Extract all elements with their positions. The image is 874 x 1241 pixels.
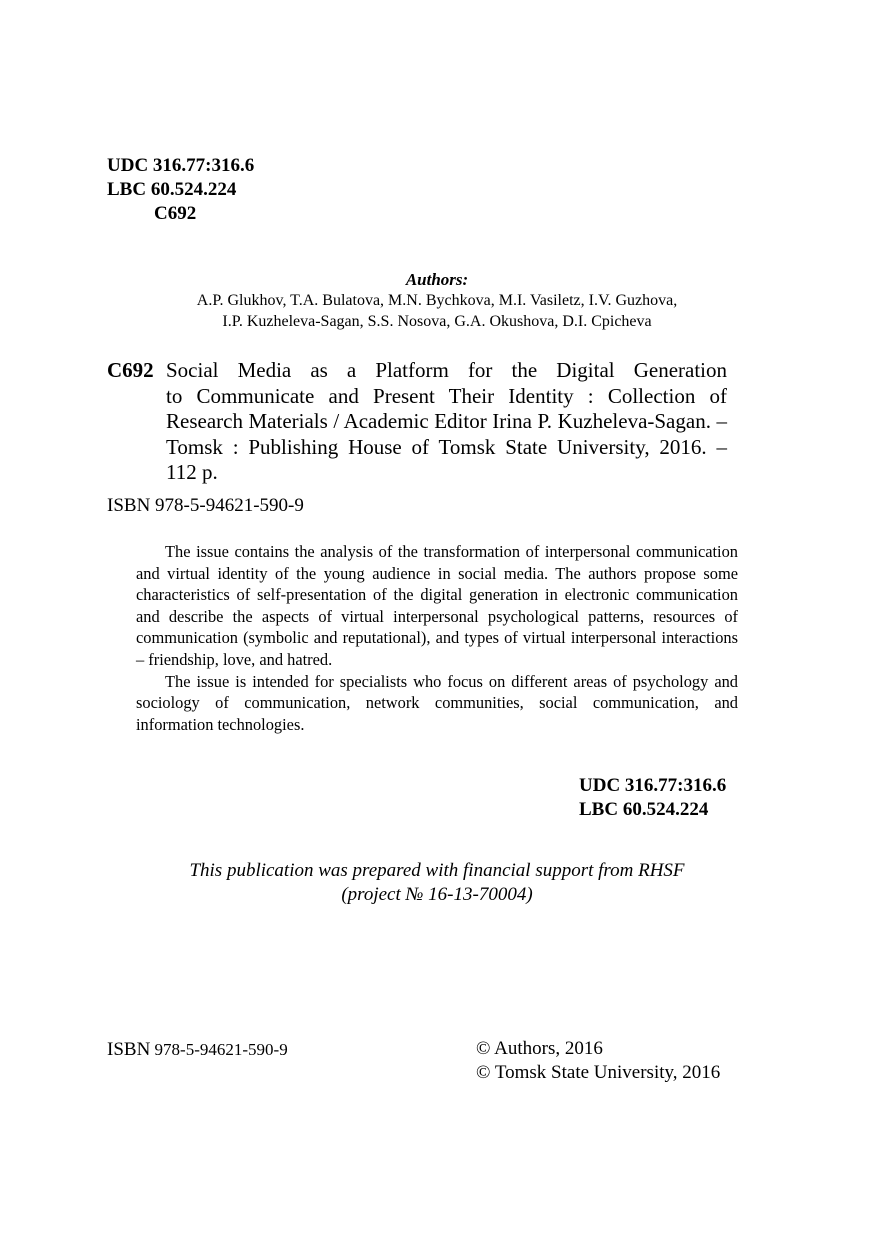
classification-block-bottom <box>579 774 726 822</box>
isbn-top: ISBN 978-5-94621-590-9 <box>107 495 304 516</box>
authors-line: I.P. Kuzheleva-Sagan, S.S. Nosova, G.A. Okushova, D.I. Cpicheva <box>222 313 652 330</box>
abstract-paragraph: The issue contains the analysis of the transformation of interpersonal communication and virtual identity of the young audience in social media. The authors propose some characteristics of self-presentation of the digital generation in electronic communication and describe the aspects of virtual interpersonal psychological patterns, resources of communication (symbolic and reputational), and types of virtual interpersonal interactions – friendship, love, and hatred. <box>136 542 738 669</box>
authors-block <box>100 269 774 332</box>
isbn-label: ISBN <box>107 1039 151 1060</box>
classification-block-top <box>107 154 254 226</box>
abstract <box>136 541 738 735</box>
isbn-bottom <box>107 1038 288 1062</box>
entry-line: Tomsk : Publishing House of Tomsk State University, 2016. – <box>166 434 727 459</box>
entry-line: 112 p. <box>166 460 218 484</box>
authors-heading: Authors: <box>405 270 469 289</box>
funding-note <box>100 859 774 907</box>
entry-line: Social Media as a Platform for the Digital Generation <box>166 358 727 382</box>
funding-project: (project № 16-13-70004) <box>341 884 533 905</box>
funding-line: This publication was prepared with financial support from RHSF <box>189 860 685 881</box>
copyright-university: © Tomsk State University, 2016 <box>476 1062 721 1083</box>
author-mark-code: С692 <box>154 203 197 224</box>
copyright-block <box>476 1037 720 1085</box>
lbc-code: LBC 60.524.224 <box>579 799 709 820</box>
authors-line: A.P. Glukhov, T.A. Bulatova, M.N. Bychkova, M.I. Vasiletz, I.V. Guzhova, <box>196 292 678 309</box>
entry-line: to Communicate and Present Their Identity : Collection of <box>166 383 727 408</box>
lbc-code: LBC 60.524.224 <box>107 179 237 200</box>
entry-code: С692 <box>107 358 154 382</box>
udc-code: UDC 316.77:316.6 <box>107 155 255 176</box>
copyright-authors: © Authors, 2016 <box>476 1038 603 1059</box>
abstract-paragraph: The issue is intended for specialists who focus on different areas of psychology and sociology of communication, network communities, social communication, and information technologies. <box>136 671 738 734</box>
entry-line: Research Materials / Academic Editor Irina P. Kuzheleva-Sagan. – <box>166 409 727 433</box>
udc-code: UDC 316.77:316.6 <box>579 775 727 796</box>
bibliographic-entry <box>166 358 727 486</box>
isbn-number: 978-5-94621-590-9 <box>154 1040 288 1059</box>
